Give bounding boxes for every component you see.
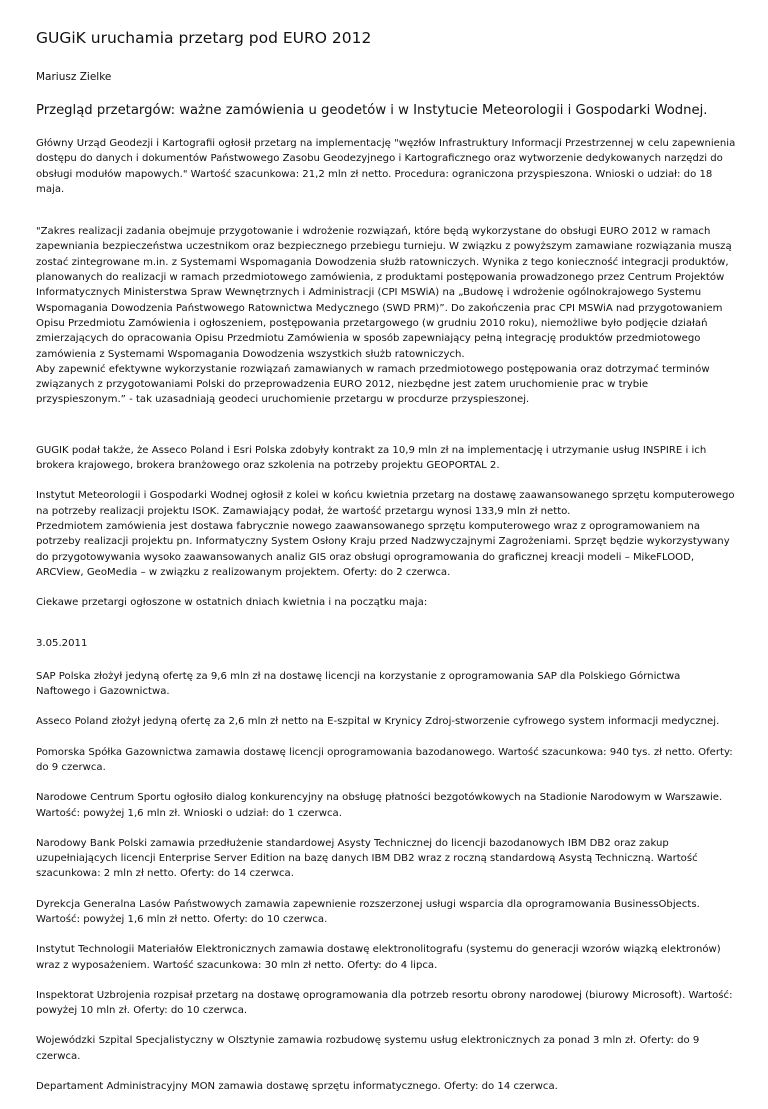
imgw-paragraph: Instytut Meteorologii i Gospodarki Wodnej ogłosił z kolei w końcu kwietnia przetarg na dostawę zaawansowanego sprzętu komputerowego na potrzeby realizacji projektu ISOK. Zamawiający podał, że wartość przetargu wynosi 133,9 mln zł netto. xyxy=(36,490,735,517)
asseco-esri-paragraph: GUGIK podał także, że Asseco Poland i Esri Polska zdobyły kontrakt za 10,9 mln zł na implementację i utrzymanie usług INSPIRE i ich brokera krajowego, brokera branżowego oraz szkolenia na potrzeby projektu GEOPORTAL 2. xyxy=(36,444,707,472)
date: 3.05.2011 xyxy=(36,638,88,650)
imgw-block xyxy=(36,488,736,580)
list-item: Departament Administracyjny MON zamawia dostawę sprzętu informatycznego. Oferty: do 14 czerwca. xyxy=(36,1081,558,1093)
list-item: Narodowy Bank Polski zamawia przedłużenie standardowej Asysty Technicznej do licencji bazodanowych IBM DB2 oraz zakup uzupełniających licencji Enterprise Server Edition na bazę danych IBM DB2 wraz z roczną standardową Asystą Techniczną. Wartość szacunkowa: 2 mln zł netto. Oferty: do 14 czerwca. xyxy=(36,837,698,880)
list-item: Inspektorat Uzbrojenia rozpisał przetarg na dostawę oprogramowania dla potrzeb resortu obrony narodowej (biurowy Microsoft). Wartość: powyżej 10 mln zł. Oferty: do 10 czerwca. xyxy=(36,989,733,1017)
list-item: Instytut Technologii Materiałów Elektronicznych zamawia dostawę elektronolitografu (systemu do generacji wzorów wiązką elektronów) wraz z wyposażeniem. Wartość szacunkowa: 30 mln zł netto. Oferty: do 4 lipca. xyxy=(36,944,721,971)
list-item: Dyrekcja Generalna Lasów Państwowych zamawia zapewnienie rozszerzonej usługi wsparcia dla oprogramowania BusinessObjects. Wartość: powyżej 1,6 mln zł netto. Oferty: do 10 czerwca. xyxy=(36,898,700,925)
quote-paragraph: "Zakres realizacji zadania obejmuje przygotowanie i wdrożenie rozwiązań, które będą wykorzystane do obsługi EURO 2012 w ramach zapewniania bezpieczeństwa uczestnikom oraz bezpiecznego przebiegu turnieju. W związku z powyższym zamawiane rozwiązania muszą zostać zintegrowane m.in. z Systemami Wspomagania Dowodzenia służb ratowniczych. Wynika z tego konieczność integracji produktów, planowanych do realizacji w ramach przedmiotowego zamówienia, z produktami postępowania prowadzonego przez Centrum Projektów Informatycznych Ministerstwa Spraw Wewnętrznych i Administracji (CPI MSWiA) na „Budowę i wdrożenie ogólnokrajowego Systemu Wspomagania Dowodzenia Państwowego Ratownictwa Medycznego (SWD PRM)”. Do zakończenia prac CPI MSWiA nad przygotowaniem Opisu Przedmiotu Zamówienia i ogłoszeniem, postępowania przetargowego (w grudniu 2010 roku), niemożliwe było podjęcie działań zmierzających do opracowania Opisu Przedmiotu Zamówienia w sposób zapewniający pełną integrację produktów przedmiotowego zamówienia z Systemami Wspomagania Dowodzenia wszystkich służb ratowniczych. xyxy=(36,226,732,360)
list-item: SAP Polska złożył jedyną ofertę za 9,6 mln zł na dostawę licencji na korzystanie z oprogramowania SAP dla Polskiego Górnictwa Naftowego i Gazownictwa. xyxy=(36,670,681,698)
ciekawe-paragraph: Ciekawe przetargi ogłoszone w ostatnich dniach kwietnia i na początku maja: xyxy=(36,597,428,609)
article xyxy=(36,28,736,1109)
quote-paragraph: Aby zapewnić efektywne wykorzystanie rozwiązań zamawianych w ramach przedmiotowego postępowania oraz dotrzymać terminów związanych z przygotowaniami Polski do przeprowadzenia EURO 2012, niezbędne jest zatem uruchomienie prac w trybie przyspieszonym.” - tak uzasadniają geodeci uruchomienie przetargu w procdurze przyspieszonej. xyxy=(36,363,710,406)
page-title: GUGiK uruchamia przetarg pod EURO 2012 xyxy=(36,29,372,47)
list-item: Narodowe Centrum Sportu ogłosiło dialog konkurencyjny na obsługę płatności bezgotówkowych na Stadionie Narodowym w Warszawie. Wartość: powyżej 1,6 mln zł. Wnioski o udział: do 1 czerwca. xyxy=(36,792,723,819)
list-item: Wojewódzki Szpital Specjalistyczny w Olsztynie zamawia rozbudowę systemu usług elektronicznych za ponad 3 mln zł. Oferty: do 9 czerwca. xyxy=(36,1035,700,1062)
quote-block xyxy=(36,224,736,408)
subtitle: Przegląd przetargów: ważne zamówienia u geodetów i w Instytucie Meteorologii i Gospodarki Wodnej. xyxy=(36,103,708,118)
intro-paragraph: Główny Urząd Geodezji i Kartografii ogłosił przetarg na implementację "węzłów Infrastruktury Informacji Przestrzennej w celu zapewnienia dostępu do danych i dokumentów Państwowego Zasobu Geodezyjnego i Kartograficznego oraz wytworzenie dedykowanych narzędzi do obsługi modułów mapowych." Wartość szacunkowa: 21,2 mln zł netto. Procedura: ograniczona przyspieszona. Wnioski o udział: do 18 maja. xyxy=(36,138,736,195)
author: Mariusz Zielke xyxy=(36,71,112,83)
imgw-paragraph: Przedmiotem zamówienia jest dostawa fabrycznie nowego zaawansowanego sprzętu komputerowego wraz z oprogramowaniem na potrzeby realizacji projektu pn. Informatyczny System Osłony Kraju przed Nadzwyczajnymi Zagrożeniami. Sprzęt będzie wykorzystywany do przygotowywania wysoko zaawansowanych analiz GIS oraz obsługi oprogramowania do graficznej kreacji modeli – MikeFLOOD, ARCView, GeoMedia – w związku z realizowanym projektem. Oferty: do 2 czerwca. xyxy=(36,520,730,578)
list-item: Pomorska Spółka Gazownictwa zamawia dostawę licencji oprogramowania bazodanowego. Wartość szacunkowa: 940 tys. zł netto. Oferty: do 9 czerwca. xyxy=(36,746,733,773)
list-item: Asseco Poland złożył jedyną ofertę za 2,6 mln zł netto na E-szpital w Krynicy Zdroj-stworzenie cyfrowego system informacji medycznej. xyxy=(36,716,720,728)
